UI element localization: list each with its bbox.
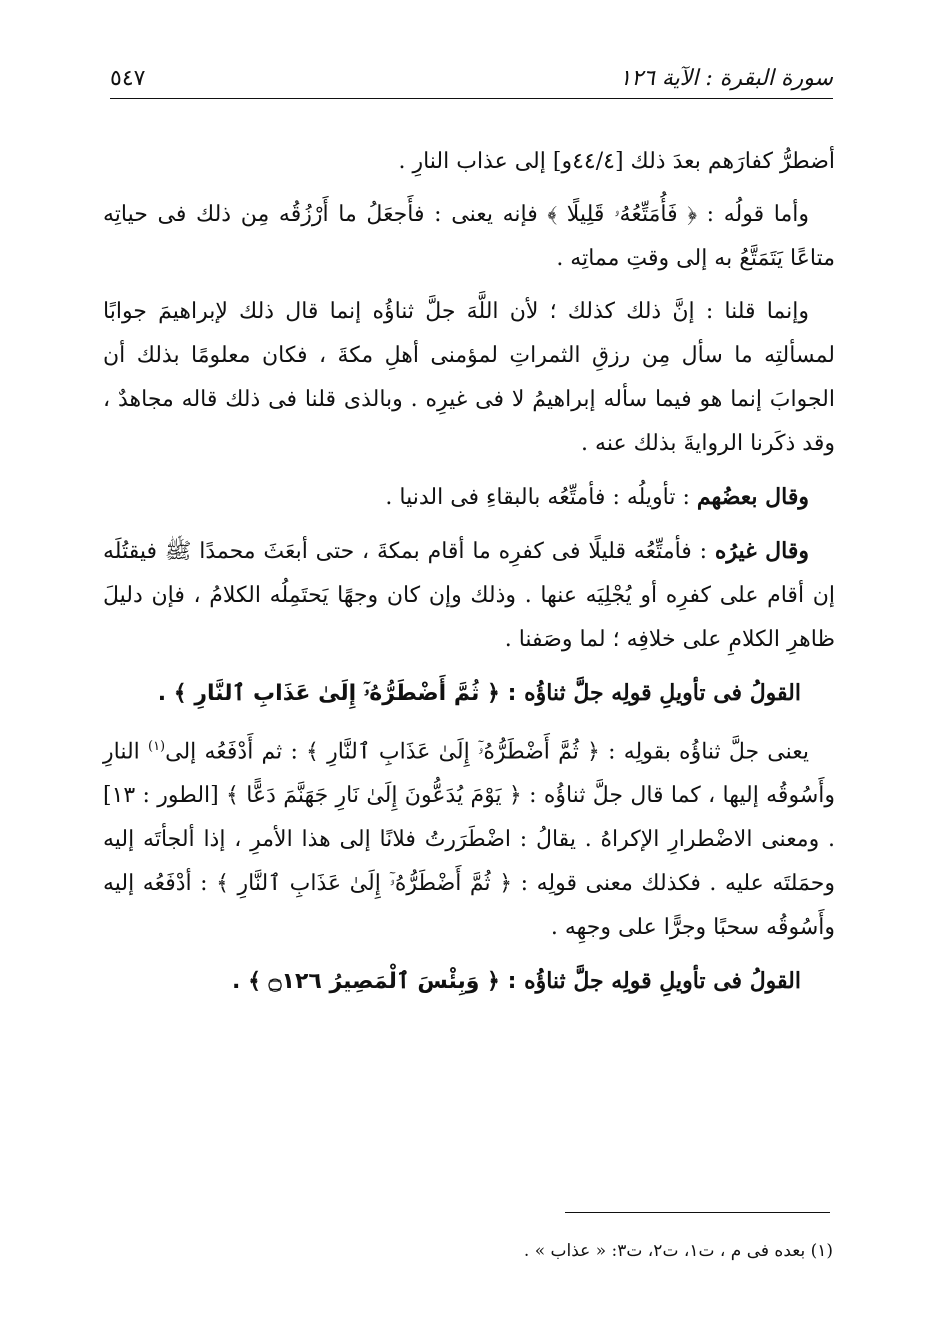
paragraph-lead: وقال بعضُهم bbox=[696, 484, 809, 510]
paragraph: وقال بعضُهم : تأويلُه : فأمتِّعُه بالبقاءِ فى الدنيا . bbox=[385, 484, 809, 510]
footnote-marker[interactable]: (١) bbox=[147, 739, 166, 754]
running-header bbox=[110, 58, 833, 99]
paragraph: أضطرُّ كفارَهم بعدَ ذلك [٤٤/٤و] إلى عذاب النارِ . bbox=[398, 149, 835, 174]
paragraph: وإنما قلنا : إنَّ ذلك كذلك ؛ لأن اللَّهَ جلَّ ثناؤُه إنما قال ذلك لإبراهيمَ جوابًا لمسألتِه ما سأل مِن رزقِ الثمراتِ لمؤمنى أهلِ مكةَ ، فكان معلومًا بذلك أن الجوابَ إنما هو فيما سأله إبراهيمُ لا فى غيرِه . وبالذى قلنا فى ذلك قاله مجاهدٌ ، وقد ذكَرنا الروايةَ بذلك عنه . bbox=[103, 299, 835, 456]
paragraph: وقال غيرُه : فأمتِّعُه قليلًا فى كفرِه ما أقام بمكةَ ، حتى أبعَثَ محمدًا ﷺ فيقتُلَه إن أقام على كفرِه أو يُجْلِيَه عنها . وذلك وإن كان وجهًا يَحتَمِلُه الكلامُ ، فإن دليلَ ظاهرِ الكلامِ على خلافِه ؛ لما وصَفنا . bbox=[103, 538, 835, 652]
paragraph: وأما قولُه : ﴿ فَأُمَتِّعُهُۥ قَلِيلًا ﴾ فإنه يعنى : فأَجعَلُ ما أَرْزُقُه مِن ذلك فى حياتِه متاعًا يَتَمَتَّعُ به إلى وقتِ مماتِه . bbox=[103, 202, 835, 271]
surah-title: سورة البقرة : الآية ١٢٦ bbox=[619, 65, 833, 91]
page-number: ٥٤٧ bbox=[110, 65, 146, 91]
footnote: (١) بعده فى م ، ت١، ت٢، ت٣: « عذاب » . bbox=[523, 1241, 833, 1261]
main-text bbox=[103, 140, 835, 1013]
paragraph-lead: وقال غيرُه bbox=[714, 538, 809, 564]
quran-verse: : ﴿ ثُمَّ أَضْطَرُّهُۥٓ إِلَىٰ عَذَابِ ٱلنَّارِ ﴾ . bbox=[157, 681, 525, 706]
section-heading: القولُ فى تأويلِ قولِه جلَّ ثناؤُه : ﴿ وَبِئْسَ ٱلْمَصِيرُ ۝١٢٦ ﴾ . bbox=[232, 968, 801, 995]
section-heading: القولُ فى تأويلِ قولِه جلَّ ثناؤُه : ﴿ ثُمَّ أَضْطَرُّهُۥٓ إِلَىٰ عَذَابِ ٱلنَّارِ ﴾ . bbox=[157, 680, 801, 706]
quran-verse: : ﴿ وَبِئْسَ ٱلْمَصِيرُ ۝١٢٦ ﴾ . bbox=[232, 969, 525, 995]
footnote-divider bbox=[565, 1212, 830, 1213]
paragraph: يعنى جلَّ ثناؤُه بقولِه : ﴿ ثُمَّ أَضْطَرُّهُۥٓ إِلَىٰ عَذَابِ ٱلنَّارِ ﴾ : ثم أَدْفَعُه إلى$^{(١)}$ النارِ وأَسُوقُه إليها ، كما قال جلَّ ثناؤُه : ﴿ يَوْمَ يُدَعُّونَ إِلَىٰ نَارِ جَهَنَّمَ دَعًّا ﴾ [الطور : ١٣] . ومعنى الاضْطرارِ الإكراهُ . يقالُ : اضْطَرَرتُ فلانًا إلى هذا الأمرِ ، إذا ألجأتَه إليه وحمَلتَه عليه . فكذلك معنى قولِه : ﴿ ثُمَّ أَضْطَرُّهُۥٓ إِلَىٰ عَذَابِ ٱلنَّارِ ﴾ : أدْفَعُه إليه وأَسُوقُه سحبًا وجرًّا على وجهِه . bbox=[103, 739, 835, 941]
